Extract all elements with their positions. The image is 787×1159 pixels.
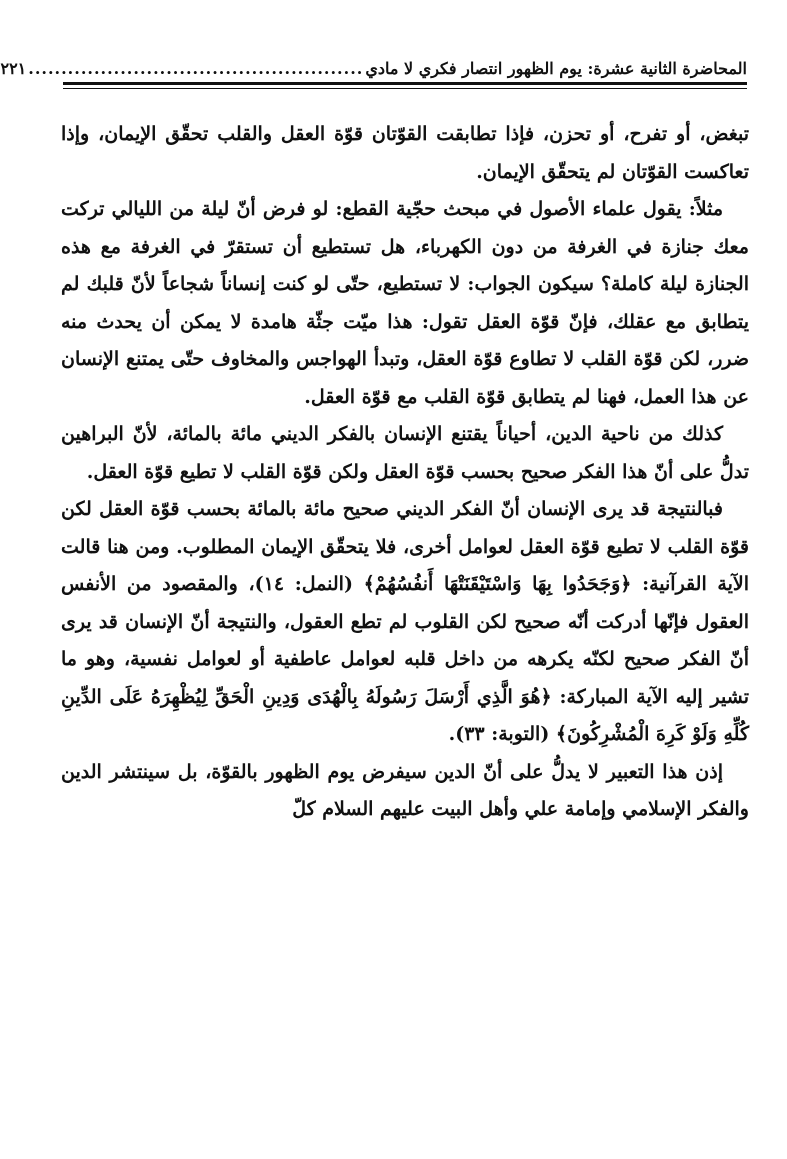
leader-dots: ................................................... [28,59,364,78]
header-rule-thin [63,88,747,89]
paragraph-4: فبالنتيجة قد يرى الإنسان أنّ الفكر الديني صحيح مائة بالمائة بحسب قوّة العقل لكن قوّة القلب لا تطيع قوّة العقل لعوامل أخرى، فلا يتحقّق الإيمان المطلوب. ومن هنا قالت الآية القرآنية: ﴿وَجَحَدُوا بِهَا وَاسْتَيْقَنَتْهَا أَنفُسُهُمْ﴾ (النمل: ١٤)، والمقصود من الأنفس العقول فإنّها أدركت أنّه صحيح لكن القلوب لم تطع العقول، والنتيجة أنّ الإنسان قد يرى أنّ الفكر صحيح لكنّه يكرهه من داخل قلبه لعوامل عاطفية أو لعوامل نفسية، وهو ما تشير إليه الآية المباركة: ﴿هُوَ الَّذِي أَرْسَلَ رَسُولَهُ بِالْهُدَى وَدِينِ الْحَقِّ لِيُظْهِرَهُ عَلَى الدِّينِ كُلِّهِ وَلَوْ كَرِهَ الْمُشْرِكُونَ﴾ (التوبة: ٣٣). [61,498,750,745]
paragraph-2: مثلاً: يقول علماء الأصول في مبحث حجّية القطع: لو فرض أنّ ليلة من الليالي تركت معك جنازة في الغرفة من دون الكهرباء، هل تستطيع أن تستقرّ في الغرفة مع هذه الجنازة ليلة كاملة؟ سيكون الجواب: لا تستطيع، حتّى لو كنت إنساناً شجاعاً لأنّ قلبك لم يتطابق مع عقلك، فإنّ قوّة العقل تقول: هذا ميّت جثّة هامدة لا يمكن أن يحدث منه ضرر، لكن قوّة القلب لا تطاوع قوّة العقل، وتبدأ الهواجس والمخاوف حتّى يمتنع الإنسان عن هذا العمل، فهنا لم يتطابق قوّة القلب مع قوّة العقل. [61,198,749,408]
page-number: ٢٢١ [0,59,27,78]
body-text [61,116,749,829]
chapter-title: المحاضرة الثانية عشرة: يوم الظهور انتصار فكري لا مادي [365,59,747,78]
paragraph-1: تبغض، أو تفرح، أو تحزن، فإذا تطابقت القوّتان قوّة العقل والقلب تحقّق الإيمان، وإذا تعاكست القوّتان لم يتحقّق الإيمان. [61,123,749,183]
paragraph-5: إذن هذا التعبير لا يدلُّ على أنّ الدين سيفرض يوم الظهور بالقوّة، بل سينتشر الدين والفكر الإسلامي وإمامة علي وأهل البيت عليهم السلام كلّ [61,760,749,820]
running-header [0,48,747,78]
header-rule-thick [63,82,747,85]
paragraph-3: كذلك من ناحية الدين، أحياناً يقتنع الإنسان بالفكر الديني مائة بالمائة، لأنّ البراهين تدلُّ على أنّ هذا الفكر صحيح بحسب قوّة العقل ولكن قوّة القلب لا تطيع قوّة العقل. [61,423,749,483]
